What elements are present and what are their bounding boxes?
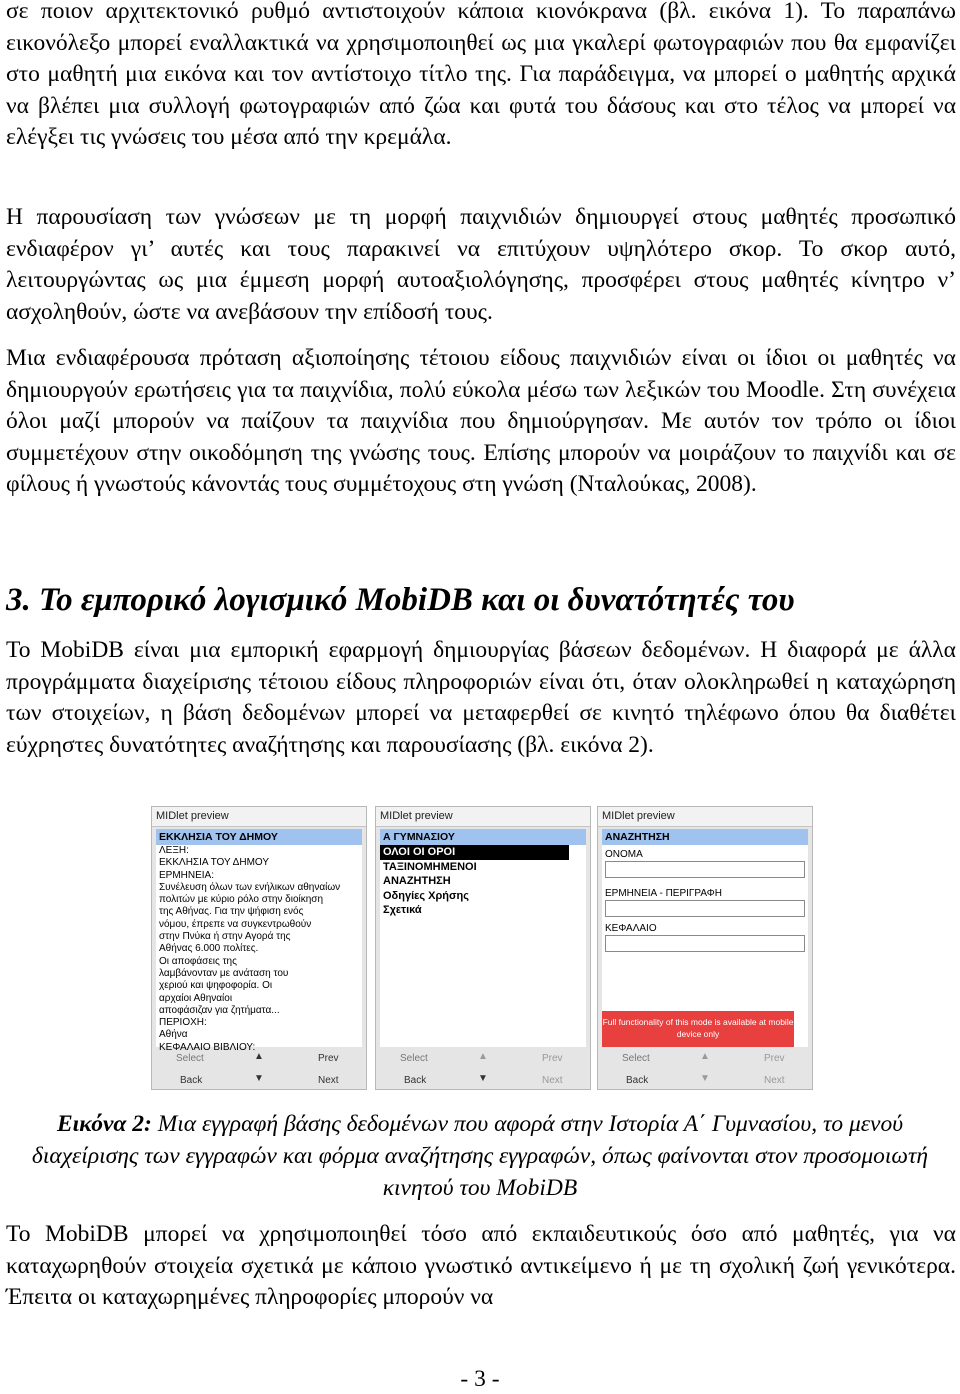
description-label: ΕΡΜΗΝΕΙΑ - ΠΕΡΙΓΡΑΦΗ [605,888,722,899]
search-header: ΑΝΑΖΗΤΗΣΗ [602,829,808,845]
record-line: ΚΕΦΑΛΑΙΟ ΒΙΒΛΙΟΥ: [159,1041,256,1053]
record-line: ΛΕΞΗ: [159,845,189,856]
window-title: MIDlet preview [598,807,812,827]
phone-search-view [597,806,813,1090]
record-line: ΕΚΚΛΗΣΙΑ ΤΟΥ ΔΗΜΟΥ [159,857,270,869]
record-line: ΕΡΜΗΝΕΙΑ: [159,869,215,881]
record-screen [156,829,362,1053]
next-softkey[interactable]: Next [764,1075,785,1086]
caption-text: Μια εγγραφή βάσης δεδομένων που αφορά στην Ιστορία Α΄ Γυμνασίου, το μενού διαχείρισης των εγγραφών και φόρμα αναζήτησης εγγραφών, όπως φαίνονται στον προσομοιωτή κινητού του MobiDB [31,1111,929,1201]
paragraph-games: Η παρουσίαση των γνώσεων με τη μορφή παιχνιδιών δημιουργεί στους μαθητές προσωπικό ενδιαφέρον γι’ αυτές και τους παρακινεί να επιτύχουν υψηλότερο σκορ. Το σκορ αυτό, λειτουργώντας ως μια έμμεση μορφή αυτοαξιολόγησης, προσφέρει στους μαθητές κίνητρο ν’ ασχοληθούν, ώστε να ανεβάσουν την επίδοσή τους. [6,204,956,325]
chapter-label: ΚΕΦΑΛΑΙΟ [605,923,657,934]
record-line: στην Πνύκα ή στην Αγορά της [159,931,291,943]
select-softkey[interactable]: Select [622,1053,650,1064]
paragraph-mobidb: Το MobiDB είναι μια εμπορική εφαρμογή δημιουργίας βάσεων δεδομένων. Η διαφορά με άλλα προγράμματα διαχείρισης τέτοιου είδους πληροφοριών είναι ότι, όταν ολοκληρωθεί η καταχώρηση των στοιχείων, η βάση δεδομένων μπορεί να μεταφερθεί σε κινητό τηλέφωνο όπου θα διαθέτει εύχρηστες δυνατότητες αναζήτησης και παρουσίασης (βλ. εικόνα 2). [6,637,956,758]
select-softkey[interactable]: Select [400,1053,428,1064]
menu-item-all-terms[interactable]: ΟΛΟΙ ΟΙ ΟΡΟΙ [380,845,569,860]
window-title: MIDlet preview [152,807,366,827]
record-line: Συνέλευση όλων των ενήλικων αθηναίων [159,881,341,893]
name-field[interactable] [605,861,805,878]
menu-item-search[interactable]: ΑΝΑΖΗΤΗΣΗ [383,875,451,887]
record-line: αρχαίοι Αθηναίοι [159,992,233,1004]
description-field[interactable] [605,900,805,917]
up-arrow-icon[interactable]: ▲ [700,1051,710,1062]
prev-softkey[interactable]: Prev [318,1053,339,1064]
next-softkey[interactable]: Next [318,1075,339,1086]
back-softkey[interactable]: Back [404,1075,427,1086]
search-screen [602,829,808,1047]
select-softkey[interactable]: Select [176,1053,204,1064]
paragraph-moodle: Μια ενδιαφέρουσα πρόταση αξιοποίησης τέτοιου είδους παιχνιδιών είναι οι ίδιοι οι μαθητές να δημιουργούν ερωτήσεις για τα παιχνίδια, πολύ εύκολα μέσω των λεξικών του Moodle. Στη συνέχεια όλοι μαζί μπορούν να παίζουν τα παιχνίδια που δημιούργησαν. Με αυτόν τον τρόπο οι ίδιοι συμμετέχουν στην οικοδόμηση της γνώσης τους. Επίσης μπορούν να μοιράζουν το παιχνίδι και σε φίλους ή γνωστούς κάνοντάς τους συμμέτοχους στη γνώση (Νταλούκας, 2008). [6,345,956,498]
next-softkey[interactable]: Next [542,1075,563,1086]
up-arrow-icon[interactable]: ▲ [478,1051,488,1062]
window-title: MIDlet preview [376,807,590,827]
paragraph-intro: σε ποιον αρχιτεκτονικό ρυθμό αντιστοιχούν κάποια κιονόκρανα (βλ. εικόνα 1). Το παραπάνω εικονόλεξο μπορεί εναλλακτικά να χρησιμοποιηθεί ως μια γκαλερί φωτογραφιών που θα εμφανίζει στο μαθητή μια εικόνα και τον αντίστοιχο τίτλο της. Για παράδειγμα, να μπορεί ο μαθητής αρχικά να βλέπει μια συλλογή φωτογραφιών από ζώα και φυτά του δάσους και στο τέλος να μπορεί να ελέγξει τις γνώσεις του μέσα από την κρεμάλα. [6,0,956,151]
record-line: Οι αποφάσεις της [159,955,237,967]
down-arrow-icon[interactable]: ▼ [254,1073,264,1084]
caption-label: Εικόνα 2: [56,1111,152,1137]
name-label: ΟΝΟΜΑ [605,849,643,860]
record-line: της Αθήνας. Για την ψήφιση ενός [159,906,304,918]
menu-item-sorted[interactable]: ΤΑΞΙΝΟΜΗΜΕΝΟΙ [383,860,477,873]
menu-screen [380,829,586,1047]
record-line: Αθήνας 6.000 πολίτες. [159,943,259,955]
prev-softkey[interactable]: Prev [764,1053,785,1064]
menu-item-instructions[interactable]: Οδηγίες Χρήσης [383,889,469,902]
back-softkey[interactable]: Back [180,1075,203,1086]
record-line: ΠΕΡΙΟΧΗ: [159,1017,207,1029]
paragraph-usage: Το MobiDB μπορεί να χρησιμοποιηθεί τόσο από εκπαιδευτικούς όσο από μαθητές, για να καταχωρηθούν στοιχεία σχετικά με κάποιο γνωστικό αντικείμενο ή με τη σχολική ζωή γενικότερα. Έπειτα οι καταχωρημένες πληροφορίες μπορούν να [6,1221,956,1311]
chapter-field[interactable] [605,935,805,952]
phone-menu-view [375,806,591,1090]
warning-banner: Full functionality of this mode is available at mobile device only [602,1011,794,1047]
record-line: Αθήνα [159,1029,188,1041]
down-arrow-icon[interactable]: ▼ [700,1073,710,1084]
record-header: ΕΚΚΛΗΣΙΑ ΤΟΥ ΔΗΜΟΥ [156,829,362,845]
record-line: νόμου, έπρεπε να συγκεντρωθούν [159,918,312,930]
menu-header: Α ΓΥΜΝΑΣΙΟΥ [380,829,586,845]
down-arrow-icon[interactable]: ▼ [478,1073,488,1084]
back-softkey[interactable]: Back [626,1075,649,1086]
record-line: λαμβάνονταν με ανάταση του [159,967,289,979]
menu-item-about[interactable]: Σχετικά [383,904,422,916]
record-line: χεριού και ψηφοφορία. Οι [159,980,273,992]
softkeys [598,1049,812,1089]
record-line: αποφάσιζαν για ζητήματα... [159,1004,280,1016]
record-line: πολιτών με κύριο ρόλο στην διοίκηση [159,894,324,906]
page-number: - 3 - [460,1366,500,1392]
up-arrow-icon[interactable]: ▲ [254,1051,264,1062]
section-heading: 3. Το εμπορικό λογισμικό MobiDB και οι δυνατότητές του [6,582,795,618]
figure-caption [10,1108,950,1204]
softkeys [152,1049,366,1089]
prev-softkey[interactable]: Prev [542,1053,563,1064]
phone-record-view [151,806,367,1090]
softkeys [376,1049,590,1089]
